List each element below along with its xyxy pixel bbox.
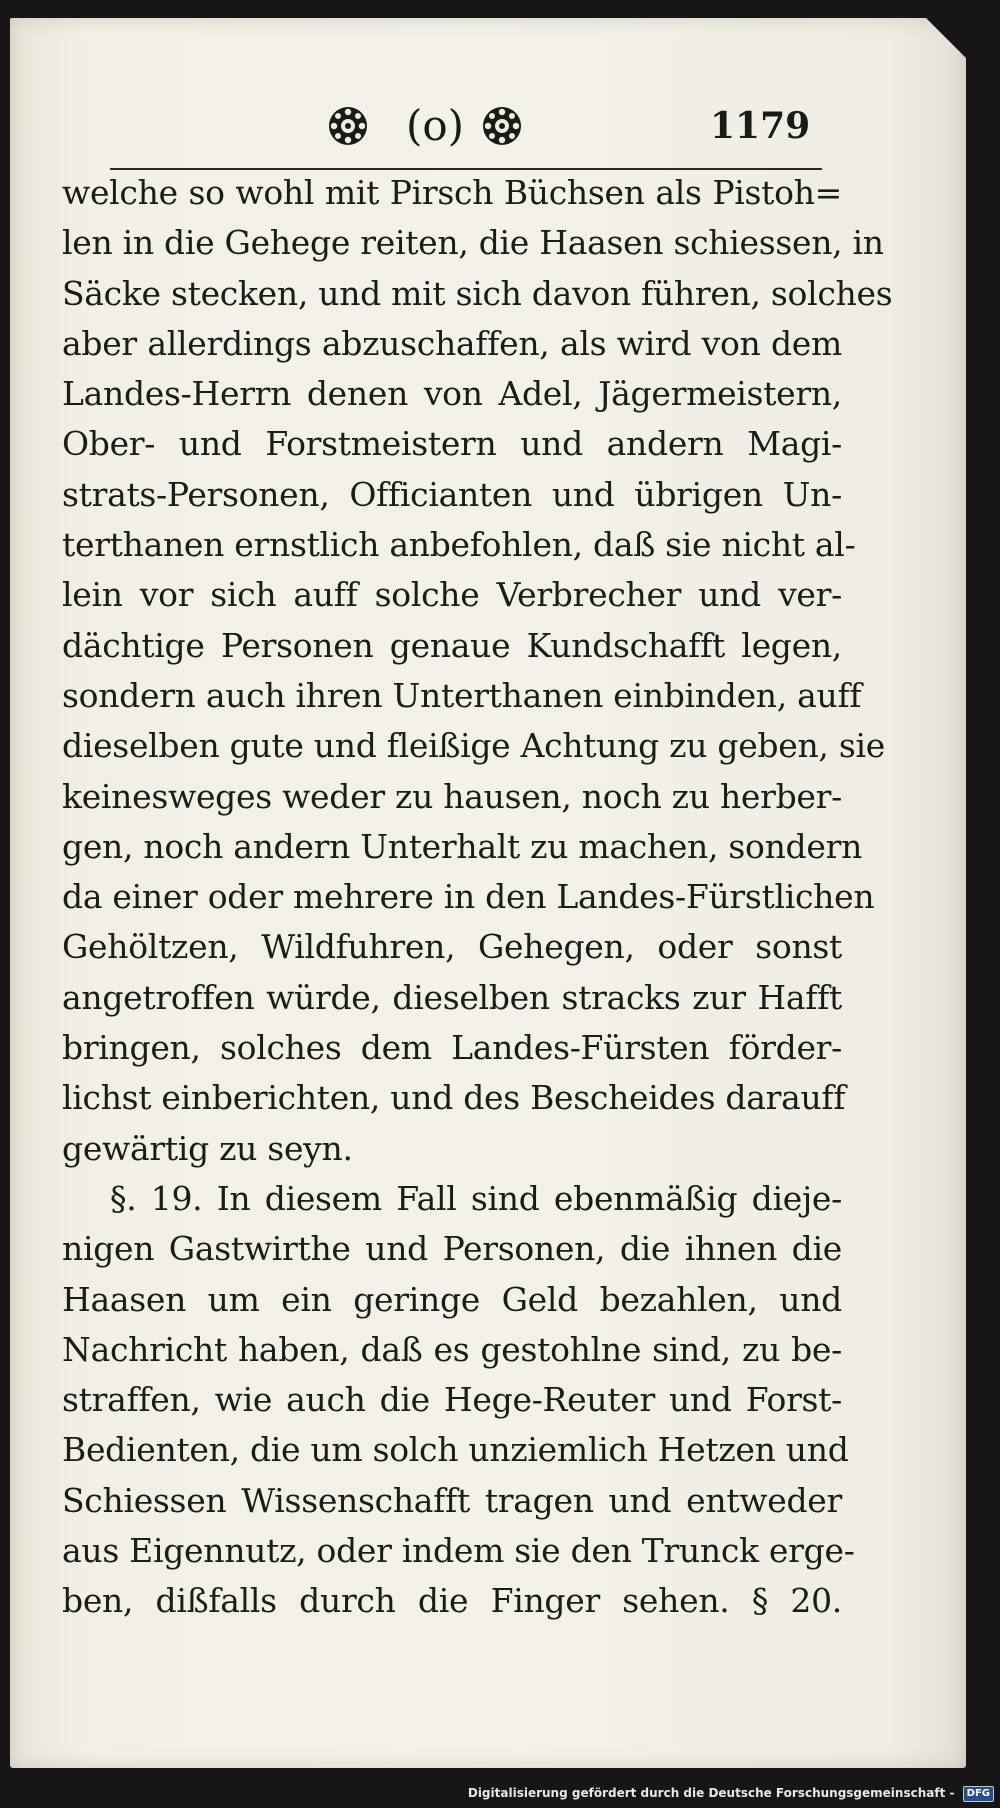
header-mark: (o) bbox=[405, 101, 465, 150]
digitization-credit bbox=[468, 1780, 994, 1806]
text-line: welche so wohl mit Pirsch Büchsen als Pistoh= bbox=[62, 173, 842, 212]
text-line: dächtige Personen genaue Kundschafft legen, bbox=[62, 625, 842, 665]
text-line: sondern auch ihren Unterthanen einbinden, auff bbox=[62, 675, 862, 715]
catchword-line: ben, dißfalls durch die Finger sehen. § 20. bbox=[62, 1581, 842, 1621]
text-line: Landes-Herrn denen von Adel, Jägermeistern, bbox=[62, 374, 842, 414]
text-line: aber allerdings abzuschaffen, als wird von dem bbox=[62, 323, 842, 363]
page-corner-fold bbox=[926, 18, 966, 58]
text-line: angetroffen würde, dieselben stracks zur Hafft bbox=[62, 977, 842, 1017]
text-line: keinesweges weder zu hausen, noch zu herber- bbox=[62, 776, 842, 816]
dfg-logo-icon: DFG bbox=[963, 1786, 994, 1802]
credit-text: Digitalisierung gefördert durch die Deutsche Forschungsgemeinschaft - bbox=[467, 1786, 955, 1800]
text-line: dieselben gute und fleißige Achtung zu geben, sie bbox=[62, 726, 885, 766]
text-line: Säcke stecken, und mit sich davon führen, solches bbox=[62, 273, 893, 313]
text-line: aus Eigennutz, oder indem sie den Trunck erge- bbox=[62, 1531, 855, 1571]
text-line: nigen Gastwirthe und Personen, die ihnen die bbox=[62, 1229, 842, 1269]
text-line: lichst einberichten, und des Bescheides darauff bbox=[62, 1078, 846, 1118]
text-line: Ober- und Forstmeistern und andern Magi- bbox=[62, 424, 842, 464]
text-line: da einer oder mehrere in den Landes-Fürstlichen bbox=[62, 877, 875, 917]
text-line: terthanen ernstlich anbefohlen, daß sie nicht al- bbox=[62, 525, 856, 565]
body-text bbox=[62, 168, 893, 1627]
text-line: len in die Gehege reiten, die Haasen schiessen, in bbox=[62, 223, 884, 263]
running-header bbox=[10, 96, 966, 166]
page-number: 1179 bbox=[710, 105, 811, 147]
text-line: gewärtig zu seyn. bbox=[62, 1128, 353, 1168]
rosette-ornament-icon bbox=[480, 104, 524, 148]
text-line: Nachricht haben, daß es gestohlne sind, zu be- bbox=[62, 1329, 842, 1369]
text-line: Schiessen Wissenschafft tragen und entweder bbox=[62, 1480, 842, 1520]
paragraph-start-line: §. 19. In diesem Fall sind ebenmäßig dieje- bbox=[110, 1178, 842, 1218]
text-line: bringen, solches dem Landes-Fürsten förder- bbox=[62, 1028, 842, 1068]
text-line: strats-Personen, Officianten und übrigen Un- bbox=[62, 474, 842, 514]
text-line: Gehöltzen, Wildfuhren, Gehegen, oder sonst bbox=[62, 927, 842, 967]
text-line: Bedienten, die um solch unziemlich Hetzen und bbox=[62, 1430, 849, 1470]
book-page bbox=[10, 18, 966, 1768]
text-line: straffen, wie auch die Hege-Reuter und Forst- bbox=[62, 1380, 842, 1420]
text-line: gen, noch andern Unterhalt zu machen, sondern bbox=[62, 826, 863, 866]
text-line: lein vor sich auff solche Verbrecher und ver- bbox=[62, 575, 842, 615]
text-line: Haasen um ein geringe Geld bezahlen, und bbox=[62, 1279, 842, 1319]
rosette-ornament-icon bbox=[326, 104, 370, 148]
